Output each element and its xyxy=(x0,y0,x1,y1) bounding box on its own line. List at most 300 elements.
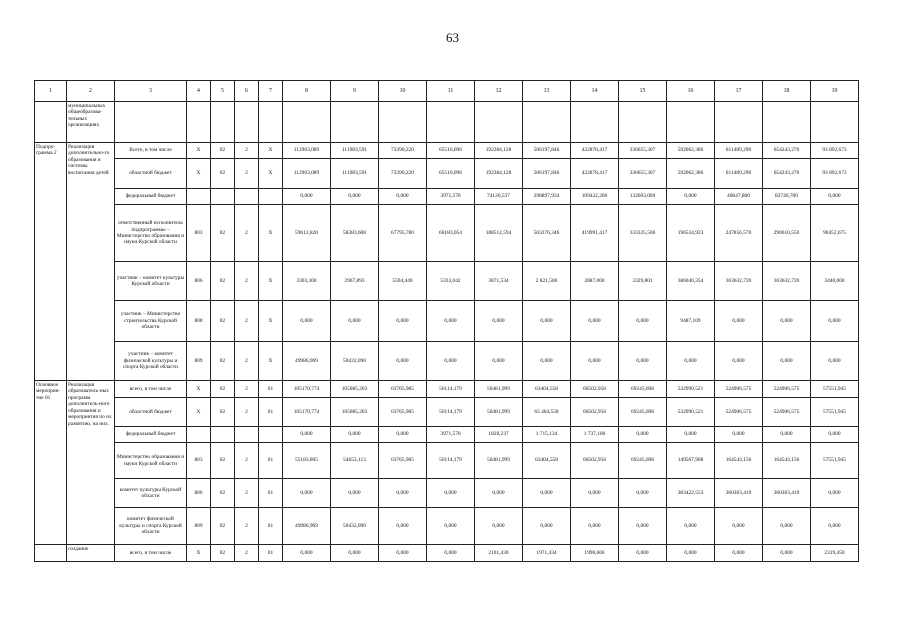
code-cell xyxy=(211,427,235,443)
value-cell: 0,000 xyxy=(763,545,811,562)
source-cell: участник – Министерство строительства Курской области xyxy=(115,301,187,342)
table-row xyxy=(35,398,859,427)
code-cell: 809 xyxy=(187,342,211,381)
value-cell: 290610,550 xyxy=(763,205,811,262)
value-cell: 360363,419 xyxy=(763,479,811,508)
value-cell: 58383,608 xyxy=(331,205,379,262)
code-cell xyxy=(259,427,283,443)
value-cell: 0,000 xyxy=(619,342,667,381)
value-cell: 0,000 xyxy=(331,189,379,205)
code-cell: 2 xyxy=(235,342,259,381)
value-cell: 0,000 xyxy=(283,189,331,205)
table-cell xyxy=(427,102,475,143)
source-cell: комитет культуры Курской области xyxy=(115,479,187,508)
value-cell: 0,000 xyxy=(475,342,523,381)
source-cell: всего, в том числе xyxy=(115,545,187,562)
value-cell: 0,000 xyxy=(523,342,571,381)
value-cell: 532990,521 xyxy=(667,381,715,398)
code-cell: 01 xyxy=(259,508,283,545)
value-cell: 66502,958 xyxy=(571,398,619,427)
code-cell: Х xyxy=(187,159,211,189)
value-cell: 105085,203 xyxy=(331,381,379,398)
source-cell: Всего, в том числе xyxy=(115,143,187,159)
value-cell: 0,000 xyxy=(331,301,379,342)
value-cell: 0,000 xyxy=(715,545,763,562)
value-cell: 0,000 xyxy=(379,189,427,205)
value-cell: 0,000 xyxy=(331,479,379,508)
value-cell: 0,000 xyxy=(619,427,667,443)
value-cell: 0,000 xyxy=(619,301,667,342)
header-cell: 19 xyxy=(811,81,859,102)
value-cell: 3303,300 xyxy=(283,262,331,301)
value-cell: 63404,558 xyxy=(523,381,571,398)
code-cell: 806 xyxy=(187,479,211,508)
source-cell: Министерство образования и науки Курской области xyxy=(115,443,187,479)
value-cell: 336655,307 xyxy=(619,159,667,189)
value-cell: 3971,570 xyxy=(427,189,475,205)
value-cell: 105170,774 xyxy=(283,398,331,427)
table-cell xyxy=(187,102,211,143)
value-cell: 524906,575 xyxy=(763,398,811,427)
header-cell: 1 xyxy=(35,81,67,102)
code-cell xyxy=(187,189,211,205)
value-cell: 0,000 xyxy=(667,427,715,443)
code-cell: 808 xyxy=(187,301,211,342)
value-cell: 164543,156 xyxy=(715,443,763,479)
header-cell: 6 xyxy=(235,81,259,102)
value-cell: 0,000 xyxy=(523,479,571,508)
page-number: 63 xyxy=(446,30,459,45)
table-cell xyxy=(811,102,859,143)
value-cell: 74120,537 xyxy=(475,189,523,205)
value-cell: 0,000 xyxy=(763,342,811,381)
code-cell xyxy=(259,189,283,205)
value-cell: 0,000 xyxy=(427,342,475,381)
value-cell: 0,000 xyxy=(667,189,715,205)
value-cell: 532990,521 xyxy=(667,398,715,427)
value-cell: 0,000 xyxy=(475,508,523,545)
value-cell: 0,000 xyxy=(811,301,859,342)
code-cell: 2 xyxy=(235,159,259,189)
value-cell: 0,000 xyxy=(427,545,475,562)
value-cell: 0,000 xyxy=(523,508,571,545)
code-cell: 803 xyxy=(187,205,211,262)
value-cell: 56114,179 xyxy=(427,381,475,398)
value-cell: 63404,558 xyxy=(523,443,571,479)
value-cell: 0,000 xyxy=(283,301,331,342)
code-cell: 2 xyxy=(235,143,259,159)
table-row xyxy=(35,381,859,398)
table-cell xyxy=(475,102,523,143)
value-cell: 0,000 xyxy=(331,545,379,562)
value-cell: 506197,846 xyxy=(523,143,571,159)
header-cell: 14 xyxy=(571,81,619,102)
code-cell: Х xyxy=(259,143,283,159)
value-cell: 422878,417 xyxy=(571,159,619,189)
value-cell: 65516,096 xyxy=(427,159,475,189)
value-cell: 55183,805 xyxy=(283,443,331,479)
value-cell: 60183,054 xyxy=(427,205,475,262)
code-cell: 02 xyxy=(211,262,235,301)
header-cell: 3 xyxy=(115,81,187,102)
value-cell: 0,000 xyxy=(811,508,859,545)
header-cell: 9 xyxy=(331,81,379,102)
code-cell: 01 xyxy=(259,398,283,427)
header-cell: 4 xyxy=(187,81,211,102)
code-cell: 2 xyxy=(235,262,259,301)
code-cell: 02 xyxy=(211,143,235,159)
source-cell: участник – комитет физической культуры и спорта Курской области xyxy=(115,342,187,381)
value-cell: 57551,945 xyxy=(811,398,859,427)
code-cell: Х xyxy=(259,301,283,342)
value-cell: 383422,553 xyxy=(667,479,715,508)
value-cell: 0,000 xyxy=(619,479,667,508)
value-cell: 49986,969 xyxy=(283,342,331,381)
value-cell: 3971,570 xyxy=(427,427,475,443)
value-cell: 0,000 xyxy=(811,479,859,508)
value-cell: 69245,698 xyxy=(619,381,667,398)
value-cell: 50432,090 xyxy=(331,508,379,545)
code-cell: 2 xyxy=(235,301,259,342)
value-cell: 63765,985 xyxy=(379,398,427,427)
value-cell: 56481,999 xyxy=(475,443,523,479)
header-cell: 7 xyxy=(259,81,283,102)
value-cell: 111983,591 xyxy=(331,143,379,159)
program-name-cell: создание xyxy=(67,545,115,562)
table-cell xyxy=(235,102,259,143)
value-cell: 524906,575 xyxy=(763,381,811,398)
value-cell: 109432,200 xyxy=(571,189,619,205)
value-cell: 1828,237 xyxy=(475,427,523,443)
value-cell: 105085,203 xyxy=(331,398,379,427)
code-cell: 2 xyxy=(235,479,259,508)
code-cell: Х xyxy=(259,205,283,262)
value-cell: 9487,109 xyxy=(667,301,715,342)
value-cell: 56114,179 xyxy=(427,443,475,479)
table-row xyxy=(35,443,859,479)
code-cell: 02 xyxy=(211,159,235,189)
value-cell: 247856,570 xyxy=(715,205,763,262)
code-cell: 02 xyxy=(211,443,235,479)
value-cell: 0,000 xyxy=(379,301,427,342)
value-cell: 111983,591 xyxy=(331,159,379,189)
code-cell: Х xyxy=(259,342,283,381)
value-cell: 0,000 xyxy=(667,545,715,562)
code-cell: 2 xyxy=(235,508,259,545)
table-row xyxy=(35,205,859,262)
value-cell: 503376,346 xyxy=(523,205,571,262)
code-cell: 02 xyxy=(211,545,235,562)
source-cell: федеральный бюджет xyxy=(115,189,187,205)
value-cell: 611489,290 xyxy=(715,143,763,159)
value-cell: 0,000 xyxy=(763,301,811,342)
budget-table xyxy=(34,80,859,562)
value-cell: 592062,386 xyxy=(667,143,715,159)
table-cell xyxy=(331,102,379,143)
value-cell: 0,000 xyxy=(571,479,619,508)
table-cell xyxy=(619,102,667,143)
value-cell: 0,000 xyxy=(427,508,475,545)
code-cell: 02 xyxy=(211,508,235,545)
table-row xyxy=(35,189,859,205)
table-row xyxy=(35,545,859,562)
value-cell: 0,000 xyxy=(715,342,763,381)
table-cell xyxy=(35,102,67,143)
header-cell: 8 xyxy=(283,81,331,102)
value-cell: 386040,354 xyxy=(667,262,715,301)
code-cell: 2 xyxy=(235,398,259,427)
value-cell: 2 821,500 xyxy=(523,262,571,301)
value-cell: 524906,575 xyxy=(715,381,763,398)
value-cell: 0,000 xyxy=(475,301,523,342)
table-row xyxy=(35,159,859,189)
value-cell: 5594,440 xyxy=(379,262,427,301)
code-cell: 02 xyxy=(211,381,235,398)
table-cell xyxy=(211,102,235,143)
value-cell: 40847,800 xyxy=(715,189,763,205)
value-cell: 73390,220 xyxy=(379,159,427,189)
value-cell: 422878,417 xyxy=(571,143,619,159)
code-cell: Х xyxy=(187,398,211,427)
value-cell: 1996,666 xyxy=(571,545,619,562)
value-cell: 0,000 xyxy=(763,508,811,545)
value-cell: 73390,220 xyxy=(379,143,427,159)
code-cell: 809 xyxy=(187,508,211,545)
source-cell: комитет физической культуры и спорта Курской области xyxy=(115,508,187,545)
code-cell: 806 xyxy=(187,262,211,301)
value-cell: 0,000 xyxy=(379,545,427,562)
code-cell: 2 xyxy=(235,443,259,479)
value-cell: 611489,290 xyxy=(715,159,763,189)
value-cell: 57551,945 xyxy=(811,443,859,479)
table-row xyxy=(35,508,859,545)
value-cell: 63765,985 xyxy=(379,443,427,479)
table-cell xyxy=(763,102,811,143)
value-cell: 654243,270 xyxy=(763,159,811,189)
table-row xyxy=(35,81,859,102)
value-cell: 105170,774 xyxy=(283,381,331,398)
value-cell: 0,000 xyxy=(331,427,379,443)
code-cell: Х xyxy=(259,262,283,301)
header-cell: 11 xyxy=(427,81,475,102)
code-cell: 02 xyxy=(211,479,235,508)
value-cell: 63765,985 xyxy=(379,381,427,398)
header-cell: 12 xyxy=(475,81,523,102)
code-cell: Х xyxy=(187,381,211,398)
value-cell: 1 715,134 xyxy=(523,427,571,443)
value-cell: 0,000 xyxy=(715,301,763,342)
table-cell xyxy=(571,102,619,143)
header-cell: 15 xyxy=(619,81,667,102)
value-cell: 0,000 xyxy=(427,479,475,508)
header-cell: 16 xyxy=(667,81,715,102)
value-cell: 66502,958 xyxy=(571,443,619,479)
table-row xyxy=(35,342,859,381)
program-name-cell: Реализация образователь-ных программ дополнитель-ного образования и мероприятия по их развитию, на них. xyxy=(67,381,115,545)
value-cell: 69245,698 xyxy=(619,443,667,479)
source-cell: областной бюджет xyxy=(115,159,187,189)
value-cell: 196534,923 xyxy=(667,205,715,262)
table-row xyxy=(35,301,859,342)
status-cell: Подпро-грамма 2 xyxy=(35,143,67,381)
value-cell: 654243,270 xyxy=(763,143,811,159)
value-cell: 82746,700 xyxy=(763,189,811,205)
code-cell xyxy=(235,427,259,443)
value-cell: 57551,945 xyxy=(811,381,859,398)
status-cell: Основное мероприя-тие 01 xyxy=(35,381,67,545)
code-cell: Х xyxy=(187,143,211,159)
value-cell: 0,000 xyxy=(475,479,523,508)
table-row xyxy=(35,427,859,443)
code-cell: Х xyxy=(187,545,211,562)
code-cell: 02 xyxy=(211,398,235,427)
value-cell: 0,000 xyxy=(667,342,715,381)
value-cell: 2967,893 xyxy=(331,262,379,301)
code-cell: 01 xyxy=(259,381,283,398)
value-cell: 524906,575 xyxy=(715,398,763,427)
value-cell: 66502,958 xyxy=(571,381,619,398)
value-cell: 0,000 xyxy=(763,427,811,443)
value-cell: 149567,968 xyxy=(667,443,715,479)
table-cell xyxy=(283,102,331,143)
source-cell: областной бюджет xyxy=(115,398,187,427)
header-cell: 10 xyxy=(379,81,427,102)
value-cell: 0,000 xyxy=(283,427,331,443)
code-cell: 01 xyxy=(259,479,283,508)
value-cell: 93 892,673 xyxy=(811,143,859,159)
code-cell: 2 xyxy=(235,205,259,262)
code-cell: 01 xyxy=(259,443,283,479)
value-cell: 0,000 xyxy=(379,479,427,508)
code-cell: 2 xyxy=(235,545,259,562)
value-cell: 90452,675 xyxy=(811,205,859,262)
value-cell: 363632,720 xyxy=(715,262,763,301)
value-cell: 0,000 xyxy=(715,508,763,545)
value-cell: 2101,430 xyxy=(475,545,523,562)
header-cell: 2 xyxy=(67,81,115,102)
table-cell xyxy=(715,102,763,143)
value-cell: 69245,698 xyxy=(619,398,667,427)
table-row xyxy=(35,262,859,301)
value-cell: 0,000 xyxy=(283,479,331,508)
value-cell: 0,000 xyxy=(379,427,427,443)
code-cell xyxy=(187,427,211,443)
table-cell xyxy=(523,102,571,143)
value-cell: 0,000 xyxy=(571,301,619,342)
source-cell: федеральный бюджет xyxy=(115,427,187,443)
value-cell: 56481,999 xyxy=(475,398,523,427)
value-cell: 419991,417 xyxy=(571,205,619,262)
value-cell: 192384,128 xyxy=(475,143,523,159)
code-cell: 803 xyxy=(187,443,211,479)
source-cell: ответственный исполнитель подпрограммы – Министерство образования и науки Курской области xyxy=(115,205,187,262)
value-cell: 112903,089 xyxy=(283,159,331,189)
value-cell: 0,000 xyxy=(427,301,475,342)
table-cell xyxy=(35,545,67,562)
table-cell xyxy=(667,102,715,143)
value-cell: 65516,096 xyxy=(427,143,475,159)
table-cell xyxy=(379,102,427,143)
value-cell: 49986,969 xyxy=(283,508,331,545)
value-cell: 54653,113 xyxy=(331,443,379,479)
source-cell: всего, в том числе xyxy=(115,381,187,398)
value-cell: 363632,720 xyxy=(763,262,811,301)
value-cell: 50432,090 xyxy=(331,342,379,381)
value-cell: 2887,000 xyxy=(571,262,619,301)
value-cell: 0,000 xyxy=(523,301,571,342)
code-cell: 01 xyxy=(259,545,283,562)
header-cell: 13 xyxy=(523,81,571,102)
table-row xyxy=(35,479,859,508)
header-cell: 18 xyxy=(763,81,811,102)
header-cell: 17 xyxy=(715,81,763,102)
value-cell: 0,000 xyxy=(811,342,859,381)
source-cell: участник – комитет культуры Курской области xyxy=(115,262,187,301)
code-cell: 2 xyxy=(235,381,259,398)
value-cell: 132603,009 xyxy=(619,189,667,205)
value-cell: 1971,434 xyxy=(523,545,571,562)
value-cell: 1 737,100 xyxy=(571,427,619,443)
value-cell: 56481,999 xyxy=(475,381,523,398)
value-cell: 5333,042 xyxy=(427,262,475,301)
value-cell: 3329,801 xyxy=(619,262,667,301)
value-cell: 0,000 xyxy=(715,427,763,443)
value-cell: 192384,128 xyxy=(475,159,523,189)
value-cell: 360363,419 xyxy=(715,479,763,508)
value-cell: 93 892,673 xyxy=(811,159,859,189)
value-cell: 112903,089 xyxy=(283,143,331,159)
value-cell: 67795,780 xyxy=(379,205,427,262)
value-cell: 2319,450 xyxy=(811,545,859,562)
value-cell: 59612,820 xyxy=(283,205,331,262)
value-cell: 0,000 xyxy=(667,508,715,545)
value-cell: 0,000 xyxy=(379,508,427,545)
table-cell xyxy=(259,102,283,143)
value-cell: 0,000 xyxy=(811,189,859,205)
code-cell: Х xyxy=(259,159,283,189)
value-cell: 333325,506 xyxy=(619,205,667,262)
code-cell: 02 xyxy=(211,342,235,381)
header-cell: 5 xyxy=(211,81,235,102)
value-cell: 298897,934 xyxy=(523,189,571,205)
value-cell: 0,000 xyxy=(571,508,619,545)
value-cell: 0,000 xyxy=(811,427,859,443)
table-row xyxy=(35,143,859,159)
value-cell: 0,000 xyxy=(619,508,667,545)
value-cell: 592062,386 xyxy=(667,159,715,189)
value-cell: 0,000 xyxy=(571,342,619,381)
value-cell: 506197,846 xyxy=(523,159,571,189)
code-cell: 02 xyxy=(211,205,235,262)
value-cell: 0,000 xyxy=(619,545,667,562)
value-cell: 63 404,558 xyxy=(523,398,571,427)
value-cell: 188512,594 xyxy=(475,205,523,262)
code-cell xyxy=(211,189,235,205)
code-cell xyxy=(235,189,259,205)
table-cell xyxy=(115,102,187,143)
value-cell: 56114,179 xyxy=(427,398,475,427)
program-name-cell: муниципальных общеобразова-тельных организациях xyxy=(67,102,115,143)
table-row xyxy=(35,102,859,143)
value-cell: 3871,534 xyxy=(475,262,523,301)
value-cell: 3440,000 xyxy=(811,262,859,301)
value-cell: 164543,156 xyxy=(763,443,811,479)
program-name-cell: Реализация дополнительно-го образования и системы воспитания детей xyxy=(67,143,115,381)
value-cell: 0,000 xyxy=(379,342,427,381)
code-cell: 02 xyxy=(211,301,235,342)
value-cell: 0,000 xyxy=(283,545,331,562)
value-cell: 336655,307 xyxy=(619,143,667,159)
